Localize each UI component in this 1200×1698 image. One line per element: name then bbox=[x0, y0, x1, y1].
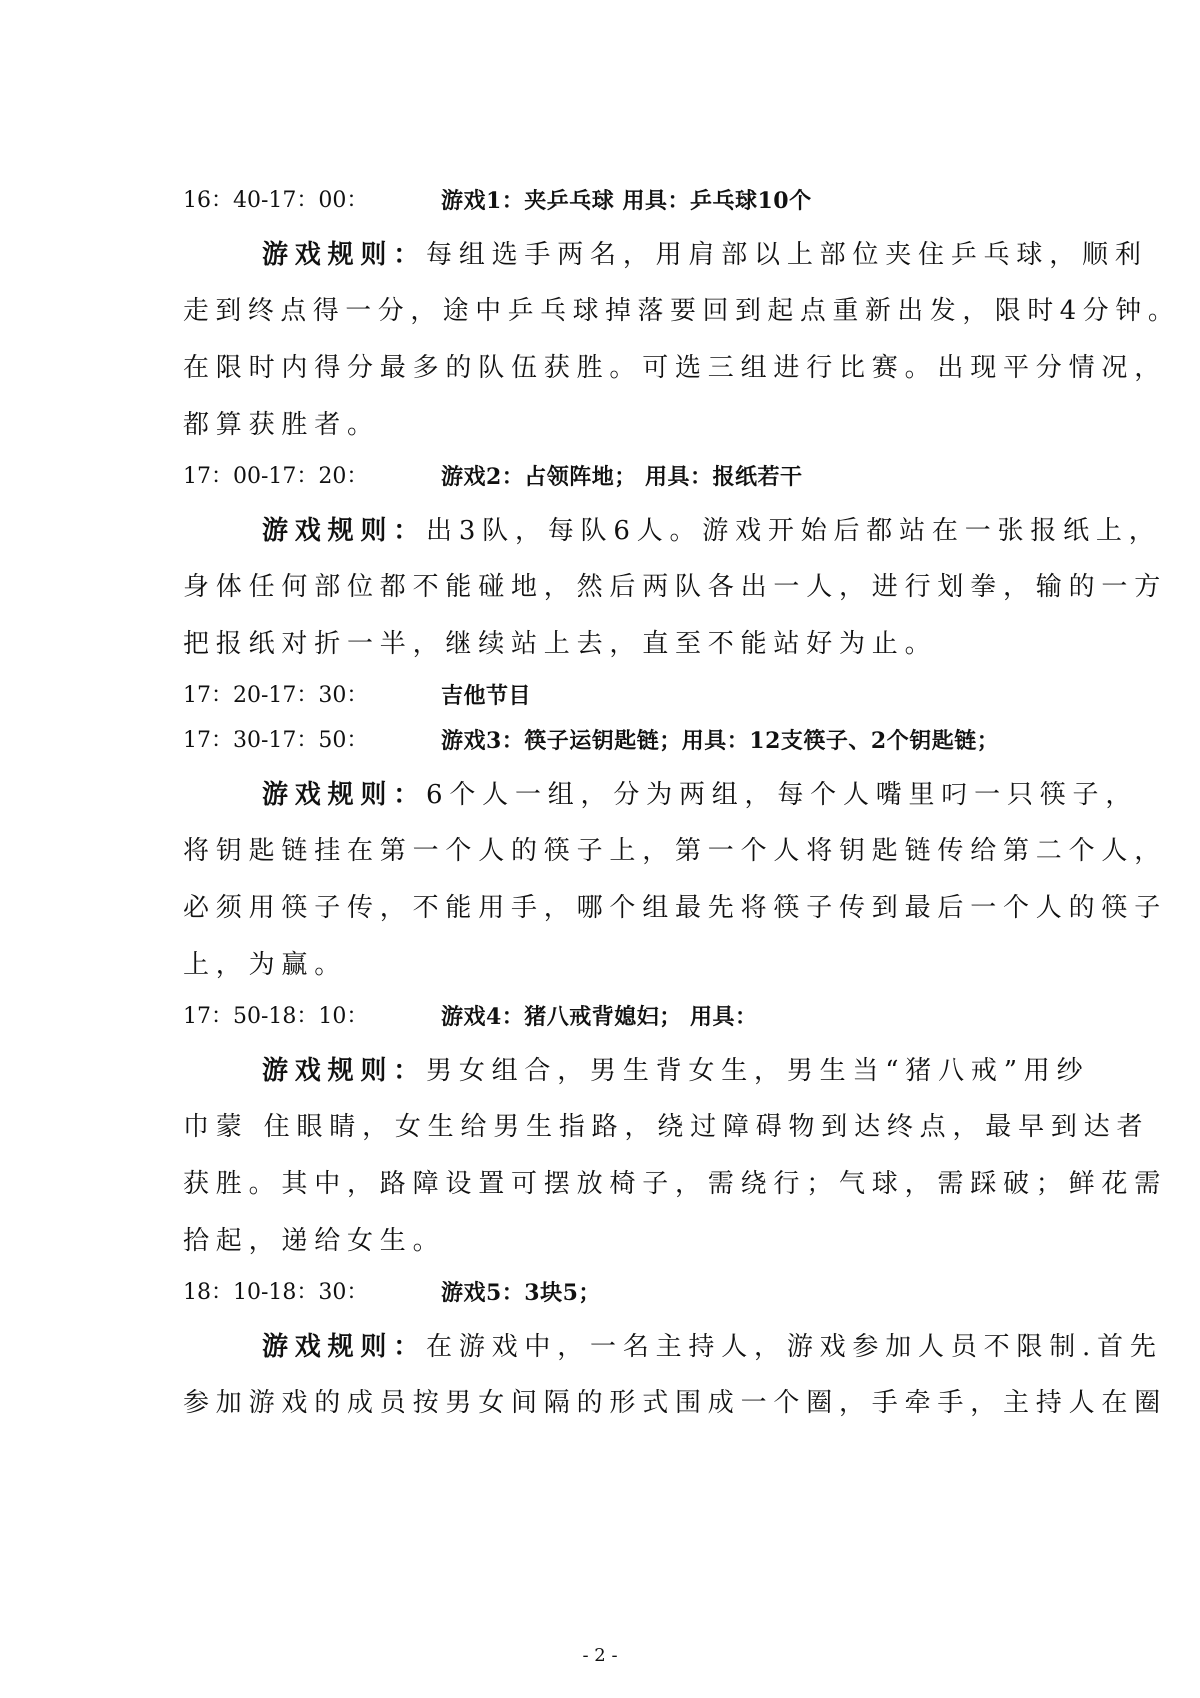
rules-line: 巾蒙 住眼睛，女生给男生指路，绕过障碍物到达终点，最早到达者 bbox=[183, 1112, 1150, 1142]
rules-paragraph-first-line bbox=[262, 518, 1162, 544]
rules-line: 都算获胜者。 bbox=[183, 410, 380, 440]
schedule-activity: 游戏1：夹乒乓球 用具：乒乓球10个 bbox=[441, 188, 812, 214]
rules-line: 身体任何部位都不能碰地，然后两队各出一人，进行划拳，输的一方 bbox=[183, 572, 1168, 602]
schedule-activity: 游戏3：筷子运钥匙链；用具：12支筷子、2个钥匙链； bbox=[441, 728, 1000, 754]
schedule-time: 18：10-18：30： bbox=[183, 1280, 369, 1305]
page-number: - 2 - bbox=[582, 1645, 618, 1666]
rules-line: 将钥匙链挂在第一个人的筷子上，第一个人将钥匙链传给第二个人， bbox=[183, 836, 1168, 866]
rules-label: 游戏规则： bbox=[262, 1056, 427, 1086]
schedule-activity: 游戏4：猪八戒背媳妇； 用具： bbox=[441, 1004, 758, 1030]
rules-text: 出3队，每队6人。游戏开始后都站在一张报纸上， bbox=[426, 516, 1162, 546]
schedule-activity: 吉他节目 bbox=[441, 683, 532, 709]
rules-line: 上，为赢。 bbox=[183, 950, 348, 980]
rules-line: 把报纸对折一半，继续站上去，直至不能站好为止。 bbox=[183, 629, 938, 659]
schedule-activity: 游戏5：3块5； bbox=[441, 1280, 601, 1306]
schedule-time: 17：00-17：20： bbox=[183, 464, 369, 489]
rules-line: 走到终点得一分，途中乒乓球掉落要回到起点重新出发，限时4分钟。 bbox=[183, 296, 1181, 326]
rules-label: 游戏规则： bbox=[262, 240, 427, 270]
schedule-time: 16：40-17：00： bbox=[183, 188, 369, 213]
rules-text: 6个人一组，分为两组，每个人嘴里叼一只筷子， bbox=[426, 780, 1139, 810]
schedule-activity: 游戏2：占领阵地； 用具：报纸若干 bbox=[441, 464, 803, 490]
rules-line: 参加游戏的成员按男女间隔的形式围成一个圈，手牵手，主持人在圈 bbox=[183, 1388, 1168, 1418]
rules-paragraph-first-line bbox=[262, 242, 1148, 268]
rules-text: 男女组合，男生背女生，男生当“猪八戒”用纱 bbox=[426, 1056, 1090, 1086]
rules-line: 必须用筷子传，不能用手，哪个组最先将筷子传到最后一个人的筷子 bbox=[183, 893, 1168, 923]
rules-paragraph-first-line bbox=[262, 1334, 1163, 1360]
rules-label: 游戏规则： bbox=[262, 516, 427, 546]
rules-text: 每组选手两名，用肩部以上部位夹住乒乓球，顺利 bbox=[426, 240, 1148, 270]
rules-line: 拾起，递给女生。 bbox=[183, 1226, 446, 1256]
schedule-time: 17：20-17：30： bbox=[183, 683, 369, 708]
rules-line: 在限时内得分最多的队伍获胜。可选三组进行比赛。出现平分情况， bbox=[183, 353, 1168, 383]
rules-label: 游戏规则： bbox=[262, 1332, 427, 1362]
rules-label: 游戏规则： bbox=[262, 780, 427, 810]
rules-paragraph-first-line bbox=[262, 1058, 1089, 1084]
rules-paragraph-first-line bbox=[262, 782, 1138, 808]
schedule-time: 17：30-17：50： bbox=[183, 728, 369, 753]
schedule-time: 17：50-18：10： bbox=[183, 1004, 369, 1029]
rules-line: 获胜。其中，路障设置可摆放椅子，需绕行；气球，需踩破；鲜花需 bbox=[183, 1169, 1168, 1199]
rules-text: 在游戏中，一名主持人，游戏参加人员不限制.首先 bbox=[426, 1332, 1163, 1362]
